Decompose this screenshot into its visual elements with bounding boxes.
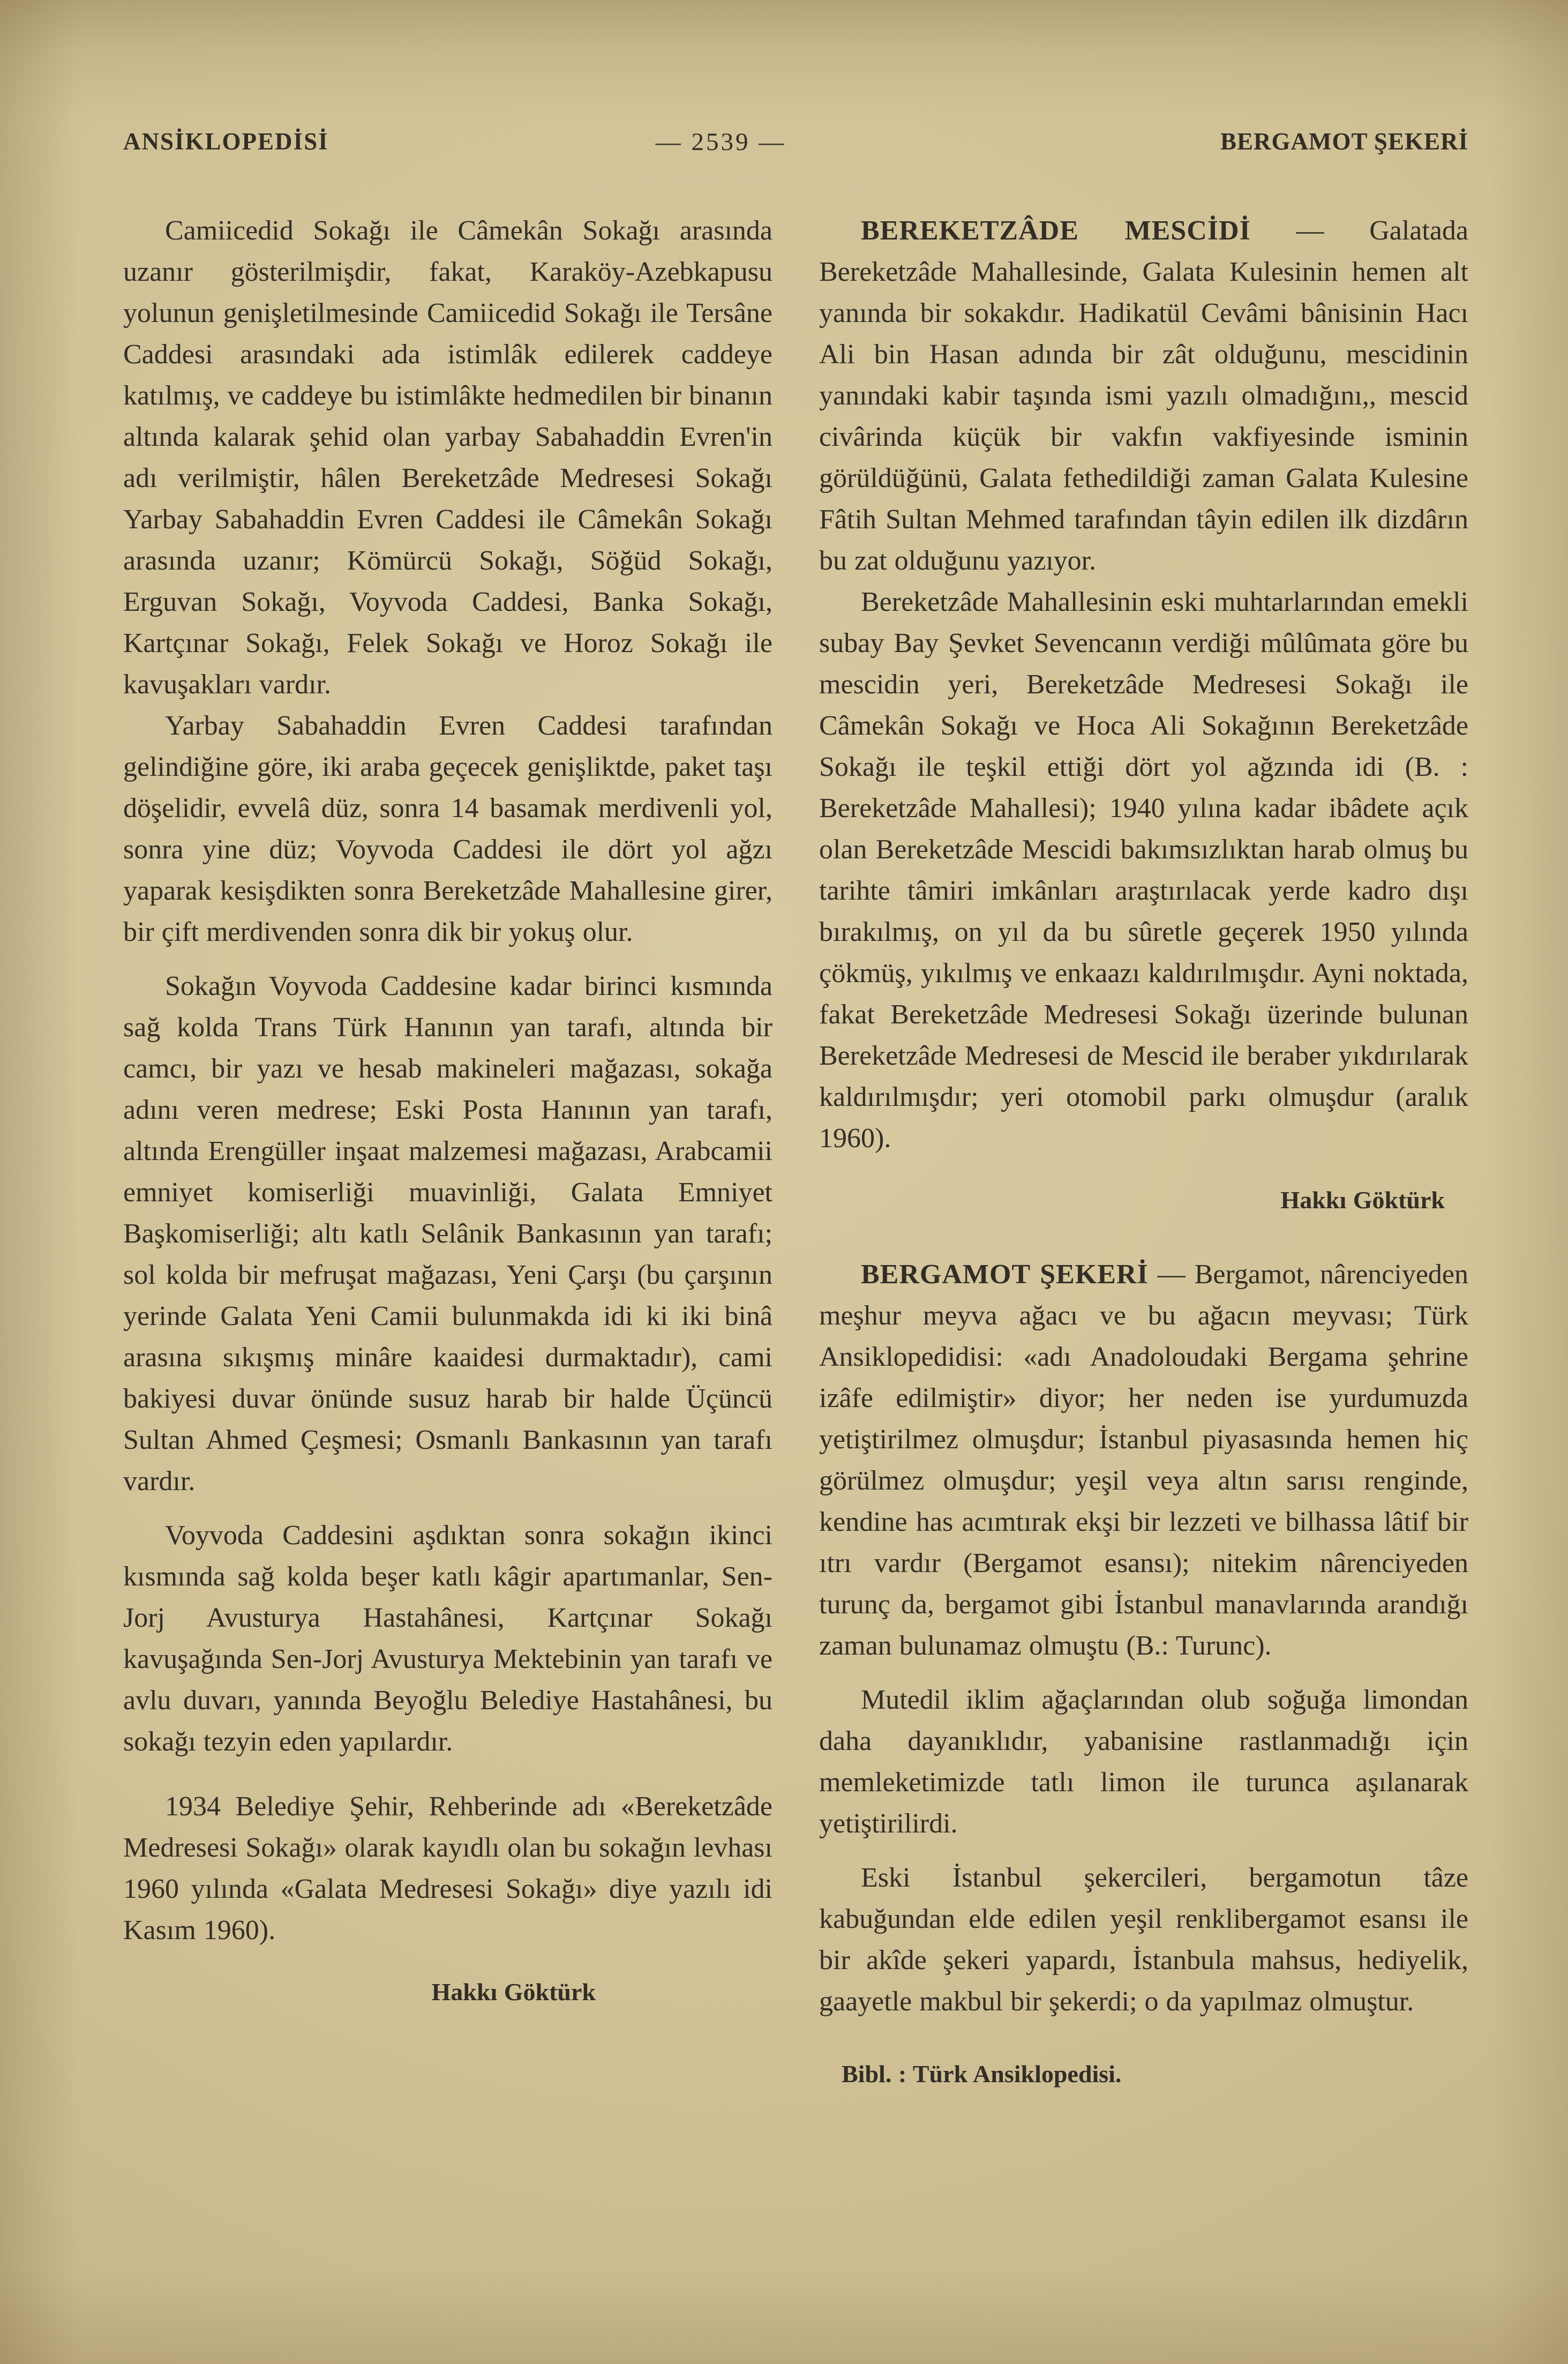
- article-lead-paragraph: [819, 1254, 1468, 1666]
- bibliography: Bibl. : Türk Ansiklopedisi.: [842, 2060, 1122, 2088]
- paragraph: Camiicedid Sokağı ile Câmekân Sokağı arasında uzanır gösterilmişdir, fakat, Karaköy-Azebkapusu yolunun genişletilmesinde Camiicedid Sokağı ile Tersâne Caddesi arasındaki ada istimlâk edilerek caddeye katılmış, ve caddeye bu istimlâkte hedmedilen bir binanın altında kalarak şehid olan yarbay Sabahaddin Evren'in adı verilmiştir, hâlen Bereketzâde Medresesi Sokağı Yarbay Sabahaddin Evren Caddesi ile Câmekân Sokağı arasında uzanır; Kömürcü Sokağı, Söğüd Sokağı, Erguvan Sokağı, Voyvoda Caddesi, Banka Sokağı, Kartçınar Sokağı, Felek Sokağı ve Horoz Sokağı ile kavuşakları vardır.: [123, 215, 772, 700]
- page-body: [123, 210, 1468, 2094]
- title-dash: —: [1296, 215, 1324, 246]
- header-publication-title: ANSİKLOPEDİSİ: [123, 128, 329, 155]
- author-signature: Hakkı Göktürk: [1280, 1186, 1445, 1214]
- article-lead-text: Bergamot, nârenciyeden meşhur meyva ağacı ve bu ağacın meyvası; Türk Ansiklopedidisi: «adı Anadoloudaki Bergama şehrine izâfe edilmiştir» diyor; her neden ise yurdumuzda yetiştirilmez olmuşdur; İstanbul piyasasında hemen hiç görülmez olmuşdur; yeşil veya altın sarısı renginde, kendine has acımtırak ekşi bir lezzeti ve bilhassa lâtif bir ıtrı vardır (Bergamot esansı); nitekim nârenciyeden turunç da, bergamot gibi İstanbul manavlarında arandığı zaman bulunamaz olmuştu (B.: Turunc).: [819, 1259, 1468, 1661]
- article-lead-paragraph: [819, 210, 1468, 581]
- paragraph: Bereketzâde Mahallesinin eski muhtarlarından emekli subay Bay Şevket Sevencanın verdiği mûlûmata göre bu mescidin yeri, Bereketzâde Medresesi Sokağı ile Câmekân Sokağı ve Hoca Ali Sokağının Bereketzâde Sokağı ile teşkil ettiği dört yol ağzında idi (B. : Bereketzâde Mahallesi); 1940 yılına kadar ibâdete açık olan Bereketzâde Mescidi bakımsızlıktan harab olmuş bu tarihte tâmiri imkânları araştırılacak yerde kadro dışı bırakılmış, on yıl da bu sûretle geçerek 1950 yılında çökmüş, yıkılmış ve enkaazı kaldırılmışdır. Ayni noktada, fakat Bereketzâde Medresesi Sokağı üzerinde bulunan Bereketzâde Medresesi de Mescid ile beraber yıkdırılarak kaldırılmışdır; yeri otomobil parkı olmuşdur (aralık 1960).: [819, 587, 1468, 1154]
- header-page-number: — 2539 —: [655, 128, 786, 156]
- left-column: [123, 210, 772, 2094]
- right-column: [819, 210, 1468, 2094]
- paragraph: 1934 Belediye Şehir, Rehberinde adı «Bereketzâde Medresesi Sokağı» olarak kayıdlı olan bu sokağın levhası 1960 yılında «Galata Medresesi Sokağı» diye yazılı idi Kasım 1960).: [123, 1791, 772, 1946]
- paragraph: Voyvoda Caddesini aşdıktan sonra sokağın ikinci kısmında sağ kolda beşer katlı kâgir apartımanlar, Sen-Jorj Avusturya Hastahânesi, Kartçınar Sokağı kavuşağında Sen-Jorj Avusturya Mektebinin yan tarafı ve avlu duvarı, yanında Beyoğlu Belediye Hastahânesi, bu sokağı tezyin eden yapılardır.: [123, 1520, 772, 1757]
- author-signature: Hakkı Göktürk: [431, 1978, 596, 2006]
- paragraph: Yarbay Sabahaddin Evren Caddesi tarafından gelindiğine göre, iki araba geçecek genişliktde, paket taşı döşelidir, evvelâ düz, sonra 14 basamak merdivenli yol, sonra yine düz; Voyvoda Caddesi ile dört yol ağzı yaparak kesişdikten sonra Bereketzâde Mahallesine girer, bir çift merdivenden sonra dik bir yokuş olur.: [123, 710, 772, 947]
- paragraph: Eski İstanbul şekercileri, bergamotun tâze kabuğundan elde edilen yeşil renklibergamot esansı ile bir akîde şekeri yapardı, İstanbula mahsus, hediyelik, gaayetle makbul bir şekerdi; o da yapılmaz olmuştur.: [819, 1862, 1468, 2017]
- header-article-title: BERGAMOT ŞEKERİ: [1220, 128, 1468, 155]
- running-head: [123, 128, 1468, 166]
- article-lead-text: Galatada Bereketzâde Mahallesinde, Galata Kulesinin hemen alt yanında bir sokakdır. Hadikatül Cevâmi bânisinin Hacı Ali bin Hasan adında bir zât olduğunu, mescidinin yanındaki kabir taşında ismi yazılı olmadığını,, mescid civârinda küçük bir vakfın vakfiyesinde isminin görüldüğünü, Galata fethedildiği zaman Galata Kulesine Fâtih Sultan Mehmed tarafından tâyin edilen ilk dizdârın bu zat olduğunu yazıyor.: [819, 215, 1468, 576]
- title-dash: —: [1157, 1259, 1186, 1290]
- paragraph: Mutedil iklim ağaçlarından olub soğuğa limondan daha dayanıklıdır, yabanisine rastlanmadığı için memleketimizde tatlı limon ile turunca aşılanarak yetiştirilirdi.: [819, 1685, 1468, 1839]
- article-title: BEREKETZÂDE MESCİDİ: [861, 215, 1251, 246]
- paragraph: Sokağın Voyvoda Caddesine kadar birinci kısmında sağ kolda Trans Türk Hanının yan tarafı, altında bir camcı, bir yazı ve hesab makineleri mağazası, sokağa adını veren medrese; Eski Posta Hanının yan tarafı, altında Erengüller inşaat malzemesi mağazası, Arabcamii emniyet komiserliği muavinliği, Galata Emniyet Başkomiserliği; altı katlı Selânik Bankasının yan tarafı; sol kolda bir mefruşat mağazası, Yeni Çarşı (bu çarşının yerinde Galata Yeni Camii bulunmakda idi ki iki binâ arasına sıkışmış minâre kaaidesi durmaktadır), cami bakiyesi duvar önünde susuz harab bir halde Üçüncü Sultan Ahmed Çeşmesi; Osmanlı Bankasının yan tarafı vardır.: [123, 971, 772, 1497]
- article-title: BERGAMOT ŞEKERİ: [861, 1259, 1149, 1290]
